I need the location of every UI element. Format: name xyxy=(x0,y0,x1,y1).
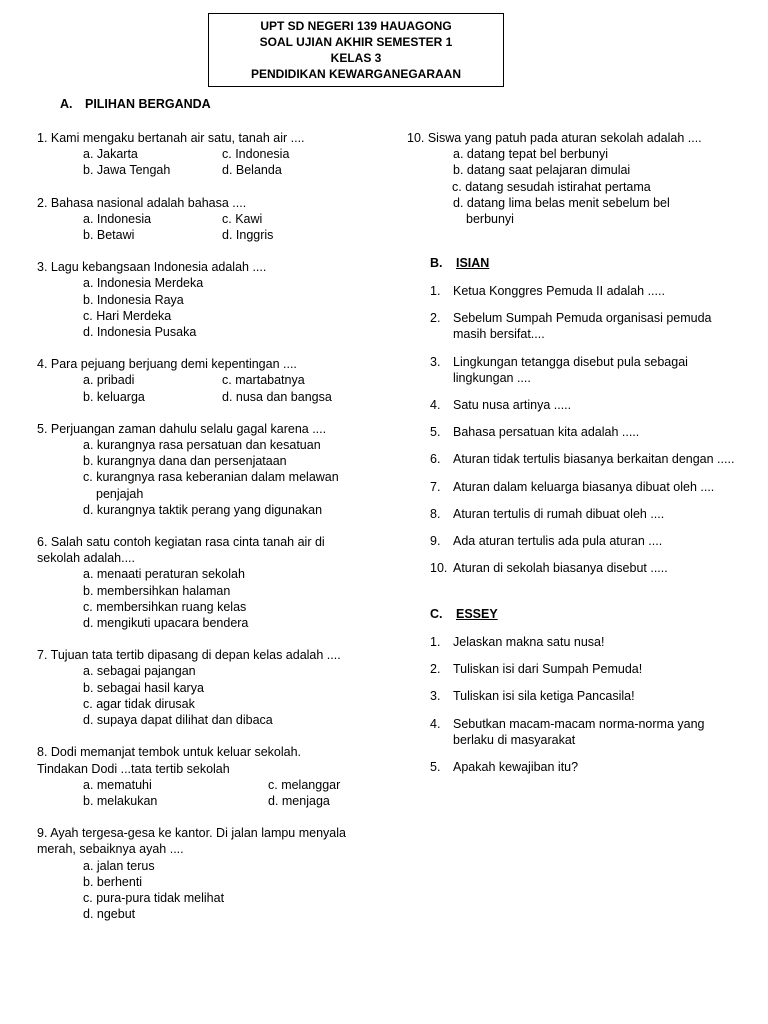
section-b-heading xyxy=(430,256,489,270)
option-a: a. pribadi xyxy=(83,373,135,388)
option-a: a. Indonesia Merdeka xyxy=(83,276,204,291)
isian-item: 10. Aturan di sekolah biasanya disebut ..... xyxy=(430,561,668,576)
option-c: c. Indonesia xyxy=(222,147,290,162)
option-b: b. kurangnya dana dan persenjataan xyxy=(83,454,287,469)
question-text: 1. Kami mengaku bertanah air satu, tanah air .... xyxy=(37,131,305,145)
class-label: KELAS 3 xyxy=(330,51,382,65)
isian-item: 9. Ada aturan tertulis ada pula aturan .... xyxy=(430,534,663,549)
section-b-letter: B. xyxy=(430,256,443,270)
question-5 xyxy=(37,421,377,518)
isian-item: 6. Aturan tidak tertulis biasanya berkaitan dengan ..... xyxy=(430,452,735,467)
school-name: UPT SD NEGERI 139 HAUAGONG xyxy=(260,19,452,33)
isian-item: 1. Ketua Konggres Pemuda II adalah ..... xyxy=(430,284,665,298)
question-4 xyxy=(37,356,377,405)
section-a-heading xyxy=(60,97,211,111)
question-text: 8. Dodi memanjat tembok untuk keluar sekolah. Tindakan Dodi ...tata tertib sekolah xyxy=(37,745,302,776)
section-a-title: PILIHAN BERGANDA xyxy=(84,97,211,111)
option-d: d. kurangnya taktik perang yang digunakan xyxy=(83,502,323,517)
section-c-title: ESSEY xyxy=(455,607,498,621)
multiple-choice-left-column xyxy=(37,130,377,938)
isian-list xyxy=(430,283,735,587)
question-text: 5. Perjuangan zaman dahulu selalu gagal karena .... xyxy=(37,421,327,436)
section-b-title: ISIAN xyxy=(455,256,490,270)
question-text: 7. Tujuan tata tertib dipasang di depan kelas adalah .... xyxy=(37,648,341,663)
essey-item: 1. Jelaskan makna satu nusa! xyxy=(430,635,605,649)
option-c: c. datang sesudah istirahat pertama xyxy=(452,179,651,194)
question-1 xyxy=(37,130,377,179)
question-text: 6. Salah satu contoh kegiatan rasa cinta tanah air di sekolah adalah.... xyxy=(37,535,325,566)
option-d: d. menjaga xyxy=(268,793,330,808)
option-b: b. sebagai hasil karya xyxy=(83,680,204,695)
option-c: c. martabatnya xyxy=(222,373,305,388)
question-text: 3. Lagu kebangsaan Indonesia adalah .... xyxy=(37,260,267,275)
option-c: c. kurangnya rasa keberanian dalam melawan penjajah xyxy=(83,470,339,501)
question-2 xyxy=(37,195,377,244)
section-a-letter: A. xyxy=(60,97,73,111)
question-text: 9. Ayah tergesa-gesa ke kantor. Di jalan lampu menyala merah, sebaiknya ayah .... xyxy=(37,826,346,857)
option-a: a. datang tepat bel berbunyi xyxy=(453,147,608,162)
option-d: d. supaya dapat dilihat dan dibaca xyxy=(83,713,273,728)
essey-item: 3. Tuliskan isi sila ketiga Pancasila! xyxy=(430,689,635,704)
question-8 xyxy=(37,744,377,809)
option-b: b. Jawa Tengah xyxy=(83,163,171,178)
isian-item: 2. Sebelum Sumpah Pemuda organisasi pemuda masih bersifat.... xyxy=(430,311,712,342)
option-c: c. Kawi xyxy=(222,211,263,226)
essey-list xyxy=(430,634,735,786)
option-b: b. Indonesia Raya xyxy=(83,292,184,307)
option-a: a. Indonesia xyxy=(83,211,152,226)
option-a: a. mematuhi xyxy=(83,777,152,792)
option-b: b. Betawi xyxy=(83,228,135,243)
option-a: a. kurangnya rasa persatuan dan kesatuan xyxy=(83,438,321,453)
option-d: d. Inggris xyxy=(222,228,274,243)
option-c: c. pura-pura tidak melihat xyxy=(83,890,225,905)
option-a: a. jalan terus xyxy=(83,858,155,873)
option-b: b. keluarga xyxy=(83,389,145,404)
option-a: a. Jakarta xyxy=(83,147,138,162)
question-3 xyxy=(37,259,377,340)
question-text: 2. Bahasa nasional adalah bahasa .... xyxy=(37,195,247,210)
question-10 xyxy=(407,130,737,227)
subject-title: PENDIDIKAN KEWARGANEGARAAN xyxy=(250,67,461,81)
question-text: 10. Siswa yang patuh pada aturan sekolah adalah .... xyxy=(407,131,702,145)
option-d: d. datang lima belas menit sebelum bel berbunyi xyxy=(453,195,670,227)
exam-title: SOAL UJIAN AKHIR SEMESTER 1 xyxy=(259,35,453,49)
option-a: a. menaati peraturan sekolah xyxy=(83,567,245,582)
option-d: d. Indonesia Pusaka xyxy=(83,325,197,340)
option-c: c. Hari Merdeka xyxy=(83,308,172,323)
essey-item: 5. Apakah kewajiban itu? xyxy=(430,760,579,775)
exam-header xyxy=(208,13,504,87)
option-a: a. sebagai pajangan xyxy=(83,664,196,679)
isian-item: 8. Aturan tertulis di rumah dibuat oleh .... xyxy=(430,506,665,521)
isian-item: 3. Lingkungan tetangga disebut pula sebagai lingkungan .... xyxy=(430,354,688,385)
option-d: d. Belanda xyxy=(222,163,282,178)
option-b: b. membersihkan halaman xyxy=(83,583,231,598)
question-7 xyxy=(37,647,377,728)
isian-item: 7. Aturan dalam keluarga biasanya dibuat oleh .... xyxy=(430,479,715,494)
isian-item: 4. Satu nusa artinya ..... xyxy=(430,398,572,413)
section-c-heading xyxy=(430,607,498,621)
option-b: b. datang saat pelajaran dimulai xyxy=(453,163,631,178)
option-b: b. berhenti xyxy=(83,874,143,889)
question-text: 4. Para pejuang berjuang demi kepentingan .... xyxy=(37,357,297,372)
essey-item: 4. Sebutkan macam-macam norma-norma yang berlaku di masyarakat xyxy=(430,716,705,747)
isian-item: 5. Bahasa persatuan kita adalah ..... xyxy=(430,425,640,440)
section-c-letter: C. xyxy=(430,607,443,621)
option-d: d. nusa dan bangsa xyxy=(222,389,332,404)
option-d: d. ngebut xyxy=(83,907,136,922)
option-c: c. melanggar xyxy=(268,777,341,792)
essey-item: 2. Tuliskan isi dari Sumpah Pemuda! xyxy=(430,662,643,677)
question-9 xyxy=(37,825,377,922)
question-6 xyxy=(37,534,377,631)
option-c: c. membersihkan ruang kelas xyxy=(83,599,247,614)
option-b: b. melakukan xyxy=(83,793,158,808)
option-c: c. agar tidak dirusak xyxy=(83,696,195,711)
option-d: d. mengikuti upacara bendera xyxy=(83,616,249,631)
